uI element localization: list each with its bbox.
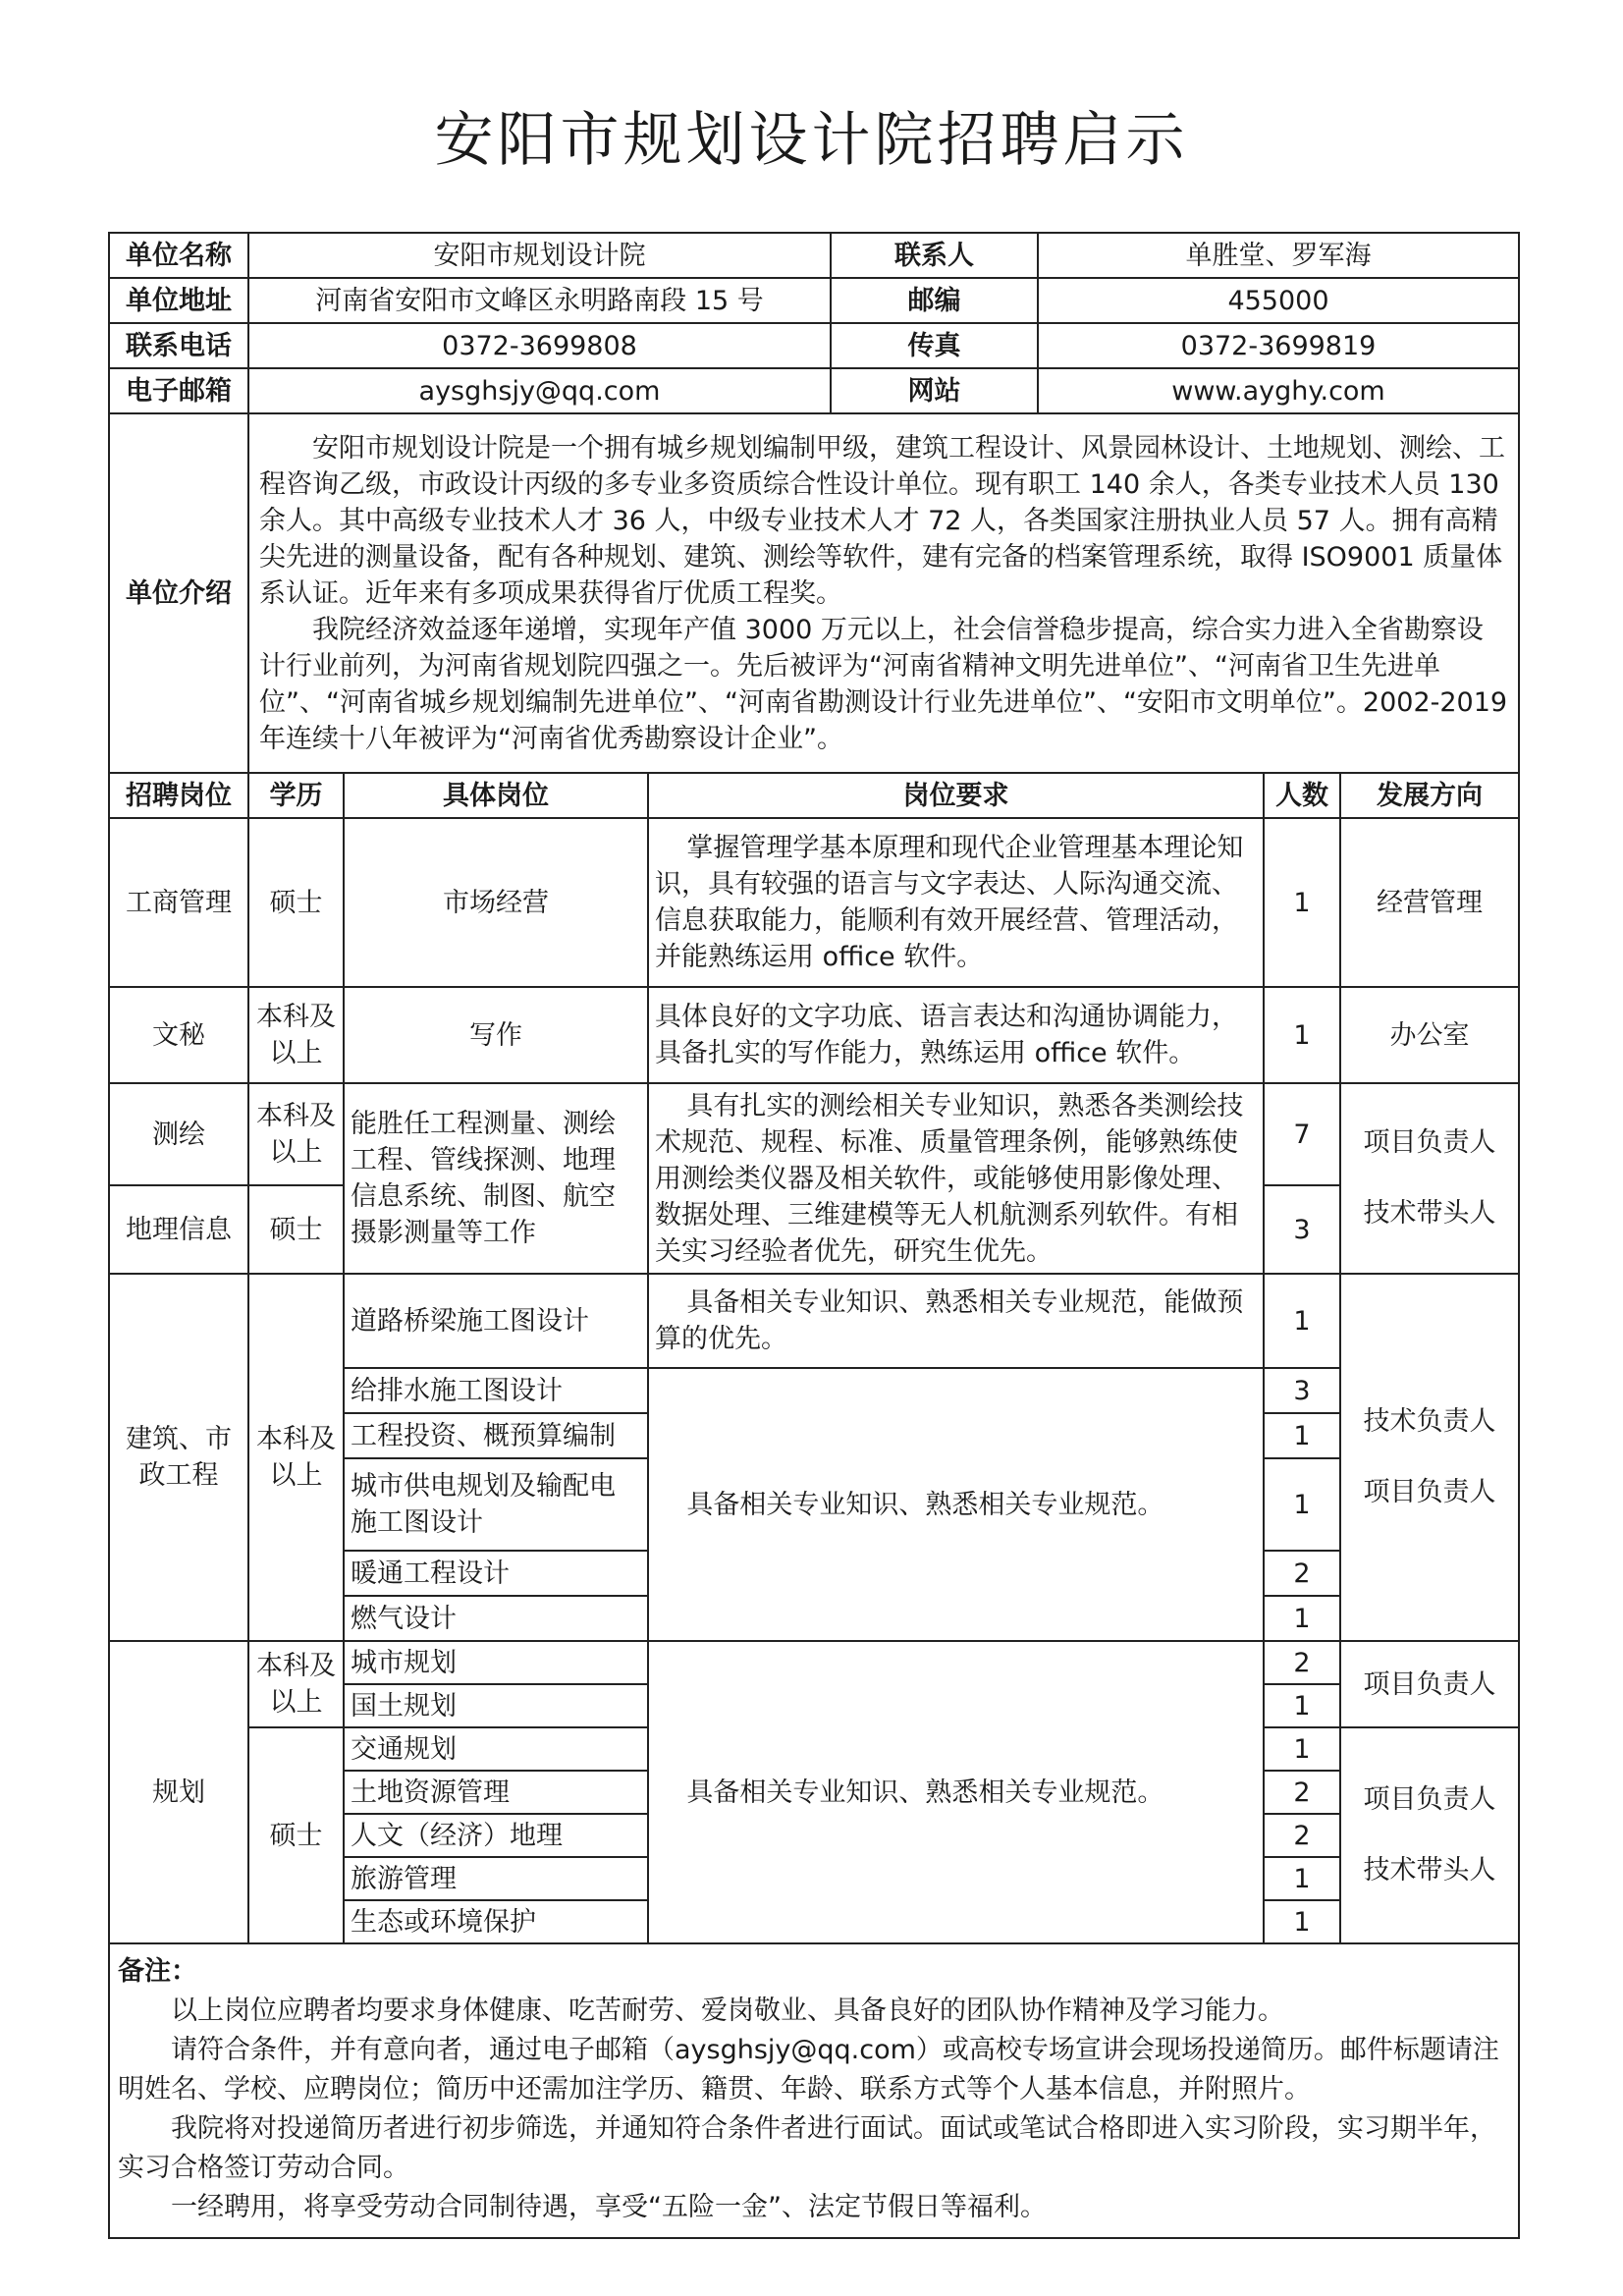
phone-value: 0372-3699808 bbox=[248, 323, 831, 368]
survey-requirement: 具有扎实的测绘相关专业知识，熟悉各类测绘技术规范、规程、标准、质量管理条例，能够熟练使用测绘类仪器及相关软件，或能够使用影像处理、数据处理、三维建模等无人机航测系列软件。有相关实习经验者优先，研究生优先。 bbox=[648, 1083, 1264, 1274]
planning-item-6-specific: 生态或环境保护 bbox=[344, 1900, 648, 1943]
planning-direction-2b: 技术带头人 bbox=[1363, 1855, 1496, 1886]
construction-item-1-specific: 给排水施工图设计 bbox=[344, 1368, 648, 1413]
zip-value: 455000 bbox=[1038, 278, 1519, 323]
header-direction: 发展方向 bbox=[1340, 773, 1519, 818]
phone-label: 联系电话 bbox=[109, 323, 248, 368]
construction-direction-2: 项目负责人 bbox=[1363, 1477, 1496, 1507]
construction-item-0-specific: 道路桥梁施工图设计 bbox=[344, 1274, 648, 1368]
construction-item-2-specific: 工程投资、概预算编制 bbox=[344, 1413, 648, 1458]
info-table bbox=[108, 232, 1520, 774]
planning-item-5-count: 1 bbox=[1264, 1857, 1340, 1900]
planning-requirement: 具备相关专业知识、熟悉相关专业规范。 bbox=[648, 1641, 1264, 1943]
secretary-specific: 写作 bbox=[344, 987, 648, 1083]
website-label: 网站 bbox=[831, 368, 1038, 413]
planning-item-2-count: 1 bbox=[1264, 1727, 1340, 1771]
notes-paragraph-4: 一经聘用，将享受劳动合同制待遇，享受“五险一金”、法定节假日等福利。 bbox=[171, 2192, 1047, 2222]
construction-item-3-specific: 城市供电规划及输配电施工图设计 bbox=[344, 1458, 648, 1551]
business-specific: 市场经营 bbox=[344, 818, 648, 987]
geo-category: 地理信息 bbox=[109, 1185, 248, 1274]
construction-item-4-specific: 暖通工程设计 bbox=[344, 1551, 648, 1596]
planning-item-4-count: 2 bbox=[1264, 1814, 1340, 1857]
construction-education: 本科及以上 bbox=[248, 1274, 344, 1641]
business-category: 工商管理 bbox=[109, 818, 248, 987]
construction-item-2-count: 1 bbox=[1264, 1413, 1340, 1458]
intro-label: 单位介绍 bbox=[109, 413, 248, 773]
secretary-direction: 办公室 bbox=[1340, 987, 1519, 1083]
fax-label: 传真 bbox=[831, 323, 1038, 368]
business-requirement: 掌握管理学基本原理和现代企业管理基本理论知识，具有较强的语言与文字表达、人际沟通交流、信息获取能力，能顺利有效开展经营、管理活动，并能熟练运用 office 软件。 bbox=[648, 818, 1264, 987]
survey-education: 本科及以上 bbox=[248, 1083, 344, 1185]
email-label: 电子邮箱 bbox=[109, 368, 248, 413]
secretary-education: 本科及以上 bbox=[248, 987, 344, 1083]
geo-education: 硕士 bbox=[248, 1185, 344, 1274]
planning-item-2-specific: 交通规划 bbox=[344, 1727, 648, 1771]
intro-paragraph-2: 我院经济效益逐年递增，实现年产值 3000 万元以上，社会信誉稳步提高，综合实力进入全省勘察设计行业前列，为河南省规划院四强之一。先后被评为“河南省精神文明先进单位”、“河南省卫生先进单位”、“河南省城乡规划编制先进单位”、“河南省勘测设计行业先进单位”、“安阳市文明单位”。2002-2019 年连续十八年被评为“河南省优秀勘察设计企业”。 bbox=[259, 614, 1508, 754]
geo-count: 3 bbox=[1264, 1185, 1340, 1274]
header-specific: 具体岗位 bbox=[344, 773, 648, 818]
planning-education-1: 本科及以上 bbox=[248, 1641, 344, 1727]
contact-value: 单胜堂、罗军海 bbox=[1038, 233, 1519, 278]
planning-direction-1: 项目负责人 bbox=[1340, 1641, 1519, 1727]
planning-item-6-count: 1 bbox=[1264, 1900, 1340, 1943]
construction-item-5-specific: 燃气设计 bbox=[344, 1596, 648, 1641]
notes-paragraph-1: 以上岗位应聘者均要求身体健康、吃苦耐劳、爱岗敬业、具备良好的团队协作精神及学习能力。 bbox=[171, 1995, 1284, 2026]
construction-direction-1: 技术负责人 bbox=[1363, 1406, 1496, 1437]
planning-item-1-count: 1 bbox=[1264, 1684, 1340, 1727]
planning-education-2: 硕士 bbox=[248, 1727, 344, 1943]
intro-text bbox=[248, 413, 1519, 773]
address-label: 单位地址 bbox=[109, 278, 248, 323]
survey-category: 测绘 bbox=[109, 1083, 248, 1185]
business-education: 硕士 bbox=[248, 818, 344, 987]
survey-specific: 能胜任工程测量、测绘工程、管线探测、地理信息系统、制图、航空摄影测量等工作 bbox=[344, 1083, 648, 1274]
construction-item-4-count: 2 bbox=[1264, 1551, 1340, 1596]
fax-value: 0372-3699819 bbox=[1038, 323, 1519, 368]
construction-category: 建筑、市政工程 bbox=[109, 1274, 248, 1641]
survey-direction-2: 技术带头人 bbox=[1363, 1198, 1496, 1229]
intro-paragraph-1: 安阳市规划设计院是一个拥有城乡规划编制甲级，建筑工程设计、风景园林设计、土地规划、测绘、工程咨询乙级，市政设计丙级的多专业多资质综合性设计单位。现有职工 140 余人，各类专业技术人员 130 余人。其中高级专业技术人才 36 人，中级专业技术人才 72 人，各类国家注册执业人员 57 人。拥有高精尖先进的测量设备，配有各种规划、建筑、测绘等软件，建有完备的档案管理系统，取得 ISO9001 质量体系认证。近年来有多项成果获得省厅优质工程奖。 bbox=[259, 432, 1505, 609]
planning-direction-2 bbox=[1340, 1727, 1519, 1943]
page-title: 安阳市规划设计院招聘启示 bbox=[434, 106, 1189, 175]
address-value: 河南省安阳市文峰区永明路南段 15 号 bbox=[248, 278, 831, 323]
planning-item-4-specific: 人文（经济）地理 bbox=[344, 1814, 648, 1857]
construction-item-1-count: 3 bbox=[1264, 1368, 1340, 1413]
survey-direction bbox=[1340, 1083, 1519, 1274]
secretary-requirement: 具体良好的文字功底、语言表达和沟通协调能力，具备扎实的写作能力，熟练运用 office 软件。 bbox=[648, 987, 1264, 1083]
notes-section bbox=[109, 1943, 1519, 2238]
unit-name-label: 单位名称 bbox=[109, 233, 248, 278]
unit-name-value: 安阳市规划设计院 bbox=[248, 233, 831, 278]
planning-item-3-count: 2 bbox=[1264, 1771, 1340, 1814]
zip-label: 邮编 bbox=[831, 278, 1038, 323]
planning-category: 规划 bbox=[109, 1641, 248, 1943]
positions-table bbox=[108, 772, 1520, 2239]
business-count: 1 bbox=[1264, 818, 1340, 987]
secretary-count: 1 bbox=[1264, 987, 1340, 1083]
notes-paragraph-2: 请符合条件，并有意向者，通过电子邮箱（aysghsjy@qq.com）或高校专场宣讲会现场投递简历。邮件标题请注明姓名、学校、应聘岗位；简历中还需加注学历、籍贯、年龄、联系方式等个人基本信息，并附照片。 bbox=[118, 2035, 1499, 2105]
construction-item-3-count: 1 bbox=[1264, 1458, 1340, 1551]
construction-requirement-1: 具备相关专业知识、熟悉相关专业规范，能做预算的优先。 bbox=[648, 1274, 1264, 1368]
contact-label: 联系人 bbox=[831, 233, 1038, 278]
notes-heading: 备注： bbox=[118, 1956, 197, 1987]
survey-direction-1: 项目负责人 bbox=[1363, 1127, 1496, 1158]
construction-direction bbox=[1340, 1274, 1519, 1641]
header-position: 招聘岗位 bbox=[109, 773, 248, 818]
construction-requirement-2: 具备相关专业知识、熟悉相关专业规范。 bbox=[648, 1368, 1264, 1641]
header-education: 学历 bbox=[248, 773, 344, 818]
planning-item-1-specific: 国土规划 bbox=[344, 1684, 648, 1727]
business-direction: 经营管理 bbox=[1340, 818, 1519, 987]
survey-count: 7 bbox=[1264, 1083, 1340, 1185]
planning-item-5-specific: 旅游管理 bbox=[344, 1857, 648, 1900]
header-count: 人数 bbox=[1264, 773, 1340, 818]
construction-item-0-count: 1 bbox=[1264, 1274, 1340, 1368]
planning-item-0-count: 2 bbox=[1264, 1641, 1340, 1684]
planning-item-0-specific: 城市规划 bbox=[344, 1641, 648, 1684]
planning-direction-2a: 项目负责人 bbox=[1363, 1784, 1496, 1815]
header-requirements: 岗位要求 bbox=[648, 773, 1264, 818]
notes-paragraph-3: 我院将对投递简历者进行初步筛选，并通知符合条件者进行面试。面试或笔试合格即进入实习阶段，实习期半年，实习合格签订劳动合同。 bbox=[118, 2113, 1496, 2183]
email-value: aysghsjy@qq.com bbox=[248, 368, 831, 413]
construction-item-5-count: 1 bbox=[1264, 1596, 1340, 1641]
secretary-category: 文秘 bbox=[109, 987, 248, 1083]
planning-item-3-specific: 土地资源管理 bbox=[344, 1771, 648, 1814]
website-value: www.ayghy.com bbox=[1038, 368, 1519, 413]
